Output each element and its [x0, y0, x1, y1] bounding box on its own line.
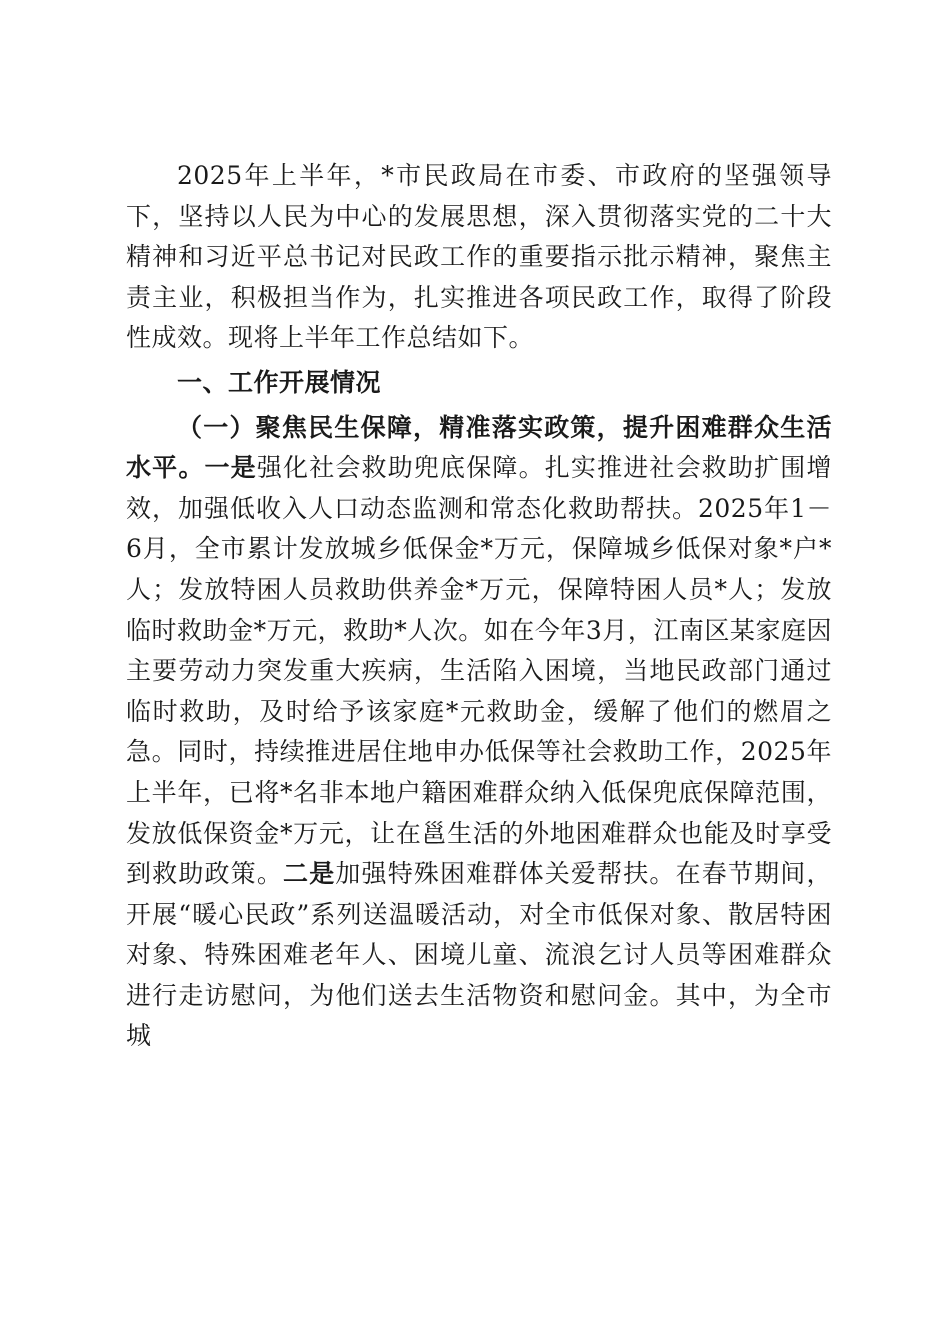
- item2-text: 加强特殊困难群体关爱帮扶。在春节期间，开展“暖心民政”系列送温暖活动，对全市低保对象、散居特困对象、特殊困难老年人、困境儿童、流浪乞讨人员等困难群众进行走访慰问，为他们送去生活物资和慰问金。其中，为全市城: [126, 859, 832, 1051]
- item1-text: 强化社会救助兜底保障。扎实推进社会救助扩围增效，加强低收入人口动态监测和常态化救助帮扶。2025年1－6月，全市累计发放城乡低保金*万元，保障城乡低保对象*户*人；发放特困人员救助供养金*万元，保障特困人员*人；发放临时救助金*万元，救助*人次。如在今年3月，江南区某家庭因主要劳动力突发重大疾病，生活陷入困境，当地民政部门通过临时救助，及时给予该家庭*元救助金，缓解了他们的燃眉之急。同时，持续推进居住地申办低保等社会救助工作，2025年上半年，已将*名非本地户籍困难群众纳入低保兜底保障范围，发放低保资金*万元，让在邕生活的外地困难群众也能及时享受到救助政策。: [126, 453, 832, 889]
- subsection-title: （一）聚焦民生保障，精准落实政策，提升困难群众生活水平。: [126, 412, 832, 483]
- item1-label: 一是: [204, 453, 257, 483]
- item2-label: 二是: [283, 859, 336, 889]
- subsection-paragraph: [126, 408, 832, 1058]
- intro-paragraph: 2025年上半年，*市民政局在市委、市政府的坚强领导下，坚持以人民为中心的发展思想，深入贯彻落实党的二十大精神和习近平总书记对民政工作的重要指示批示精神，聚焦主责主业，积极担当作为，扎实推进各项民政工作，取得了阶段性成效。现将上半年工作总结如下。: [126, 161, 832, 353]
- section-heading: 一、工作开展情况: [177, 367, 382, 397]
- document-body: [126, 156, 832, 1057]
